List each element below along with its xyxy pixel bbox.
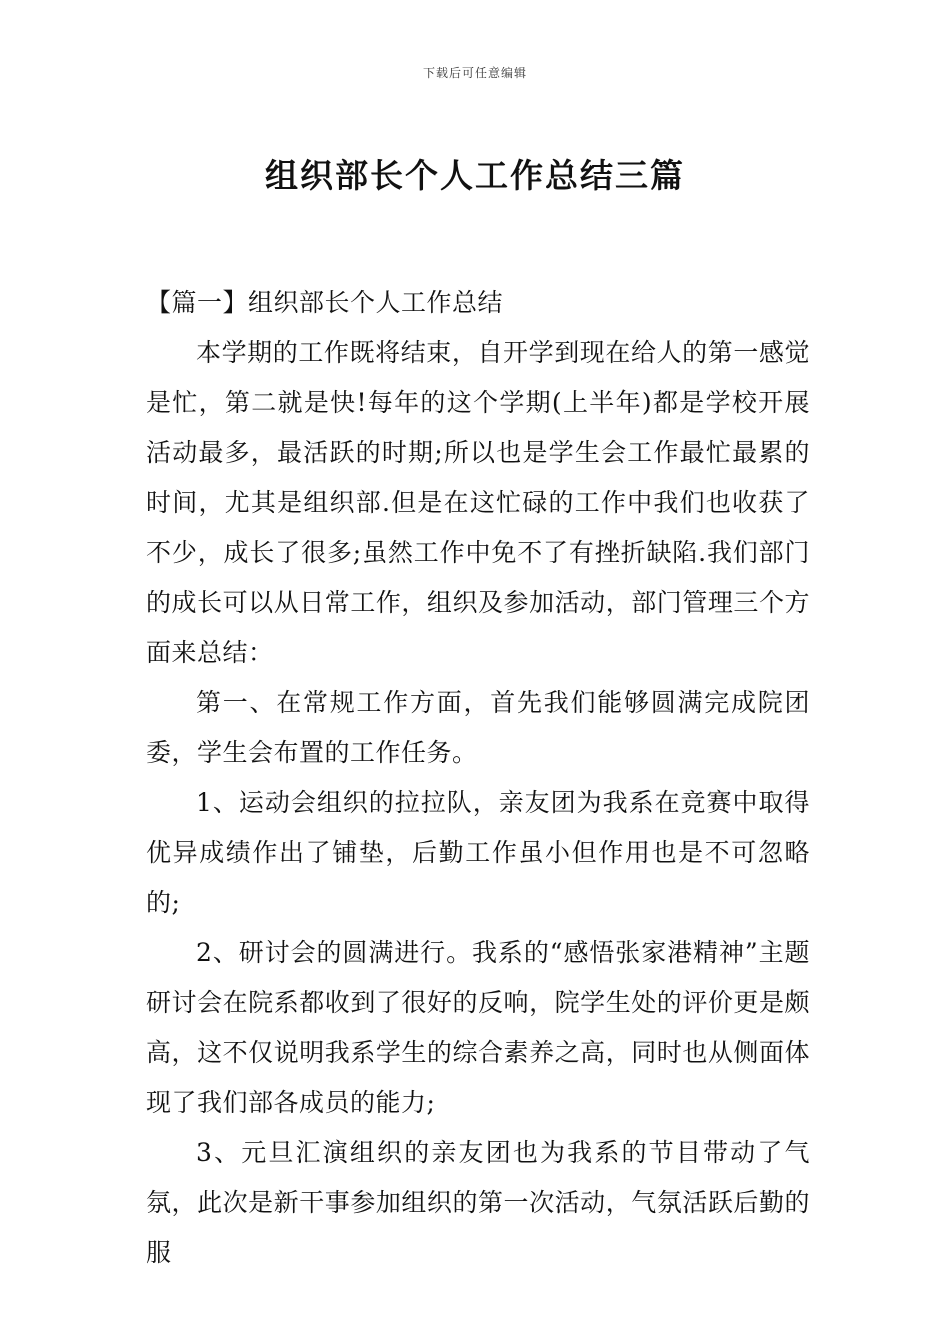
paragraph-item-1: 1、运动会组织的拉拉队，亲友团为我系在竞赛中取得优异成绩作出了铺垫，后勤工作虽小但作用也是不可忽略的; [146,788,810,917]
section-heading: 【篇一】组织部长个人工作总结 [146,288,504,317]
document-title: 组织部长个人工作总结三篇 [265,156,685,196]
document-body [146,278,810,1278]
paragraph-intro: 本学期的工作既将结束，自开学到现在给人的第一感觉是忙，第二就是快!每年的这个学期(上半年)都是学校开展活动最多，最活跃的时期;所以也是学生会工作最忙最累的时间，尤其是组织部.但是在这忙碌的工作中我们也收获了不少，成长了很多;虽然工作中免不了有挫折缺陷.我们部门的成长可以从日常工作，组织及参加活动，部门管理三个方面来总结： [146,338,810,667]
header-note: 下载后可任意编辑 [422,66,527,80]
paragraph-item-3: 3、元旦汇演组织的亲友团也为我系的节目带动了气氛，此次是新干事参加组织的第一次活动，气氛活跃后勤的服 [146,1138,810,1267]
paragraph-first-point: 第一、在常规工作方面，首先我们能够圆满完成院团委，学生会布置的工作任务。 [146,688,810,767]
paragraph-item-2: 2、研讨会的圆满进行。我系的“感悟张家港精神”主题研讨会在院系都收到了很好的反响，院学生处的评价更是颇高，这不仅说明我系学生的综合素养之高，同时也从侧面体现了我们部各成员的能力; [146,938,810,1117]
